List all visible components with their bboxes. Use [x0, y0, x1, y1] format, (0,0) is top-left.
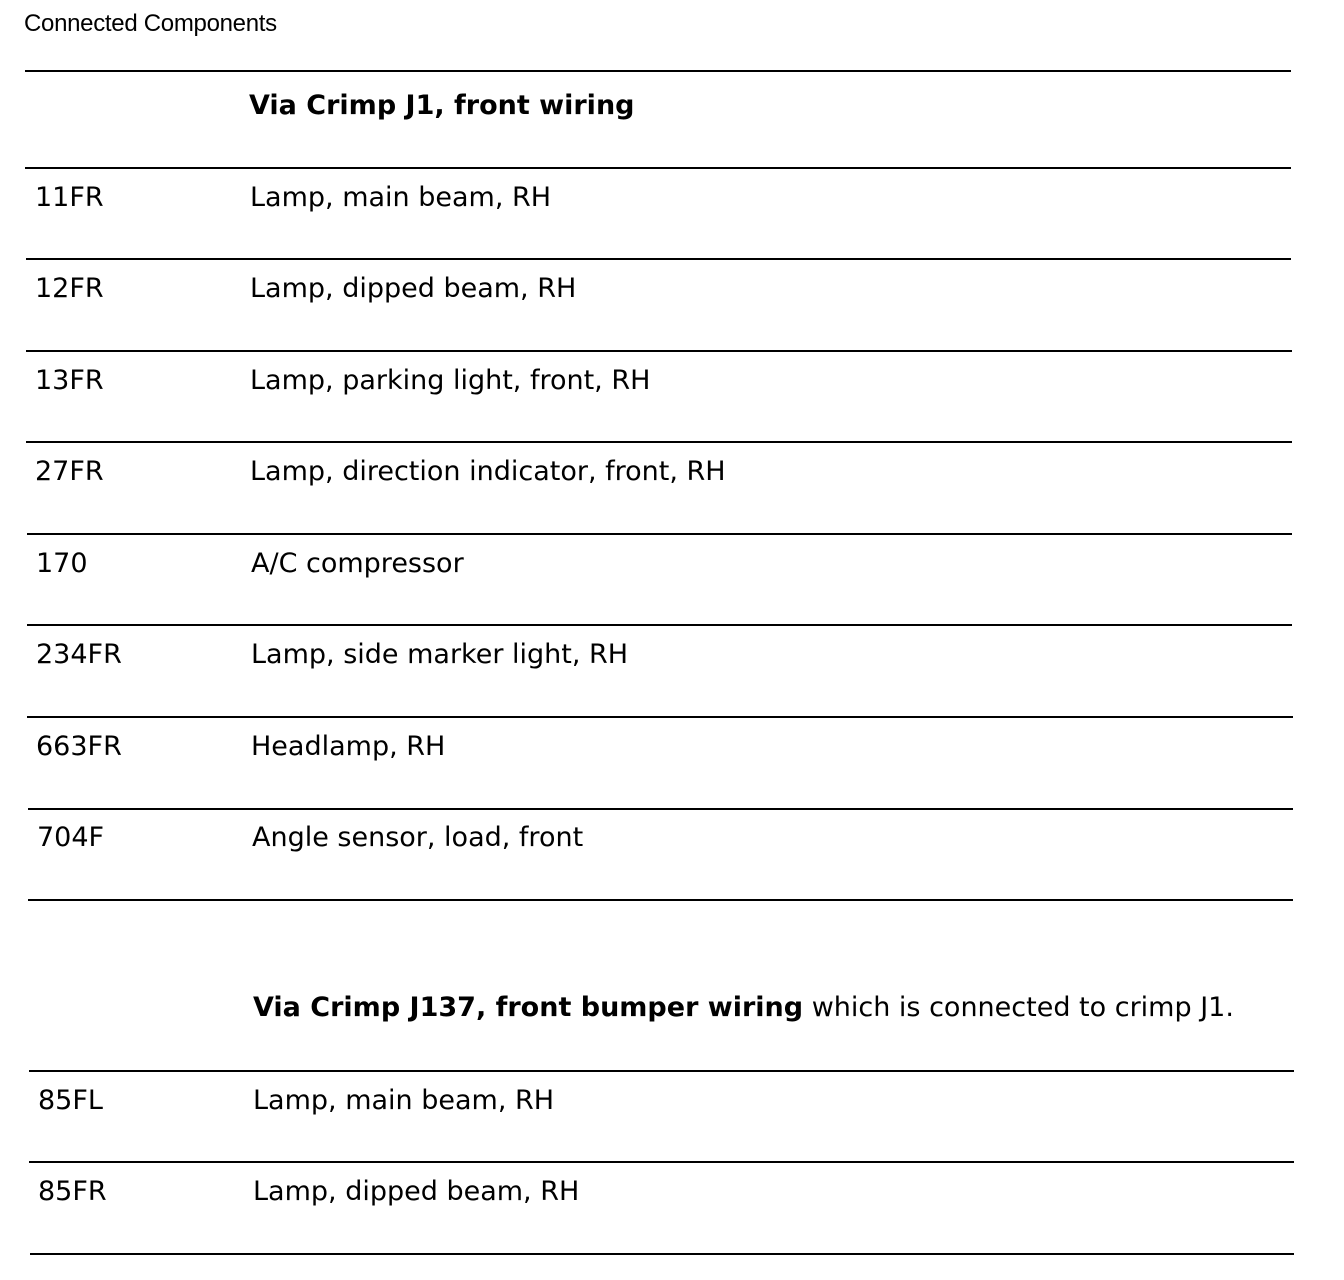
component-code: 85FL	[38, 1085, 103, 1116]
component-description: Lamp, direction indicator, front, RH	[250, 456, 726, 487]
section-heading	[253, 992, 1234, 1023]
component-description: Lamp, dipped beam, RH	[253, 1176, 580, 1207]
component-code: 11FR	[35, 182, 104, 213]
component-description: Headlamp, RH	[251, 731, 446, 762]
component-code: 85FR	[38, 1176, 107, 1207]
component-code: 13FR	[35, 365, 104, 396]
row-divider	[26, 441, 1292, 443]
component-description: Angle sensor, load, front	[252, 822, 584, 853]
component-code: 12FR	[35, 273, 104, 304]
component-description: Lamp, side marker light, RH	[251, 639, 629, 670]
component-code: 170	[36, 548, 88, 579]
row-divider	[29, 1161, 1294, 1163]
section-heading-rest: which is connected to crimp J1.	[803, 992, 1234, 1023]
table-bottom-rule	[30, 1253, 1294, 1255]
page-title: Connected Components	[24, 10, 277, 37]
row-divider	[28, 808, 1293, 810]
component-description: Lamp, main beam, RH	[250, 182, 552, 213]
component-description: Lamp, dipped beam, RH	[250, 273, 577, 304]
table-top-rule	[29, 1070, 1294, 1072]
table-top-rule	[25, 70, 1291, 72]
section-heading-bold: Via Crimp J137, front bumper wiring	[253, 992, 804, 1023]
component-description: A/C compressor	[251, 548, 464, 579]
row-divider	[26, 258, 1291, 260]
component-code: 234FR	[36, 639, 122, 670]
row-divider	[27, 624, 1292, 626]
row-divider	[25, 167, 1291, 169]
component-code: 27FR	[35, 456, 104, 487]
component-code: 704F	[37, 822, 105, 853]
row-divider	[26, 350, 1292, 352]
section-heading-bold: Via Crimp J1, front wiring	[249, 90, 635, 121]
table-bottom-rule	[28, 899, 1293, 901]
component-description: Lamp, main beam, RH	[253, 1085, 555, 1116]
row-divider	[27, 533, 1292, 535]
component-description: Lamp, parking light, front, RH	[250, 365, 651, 396]
component-code: 663FR	[36, 731, 122, 762]
section-heading	[249, 90, 635, 121]
row-divider	[27, 716, 1293, 718]
